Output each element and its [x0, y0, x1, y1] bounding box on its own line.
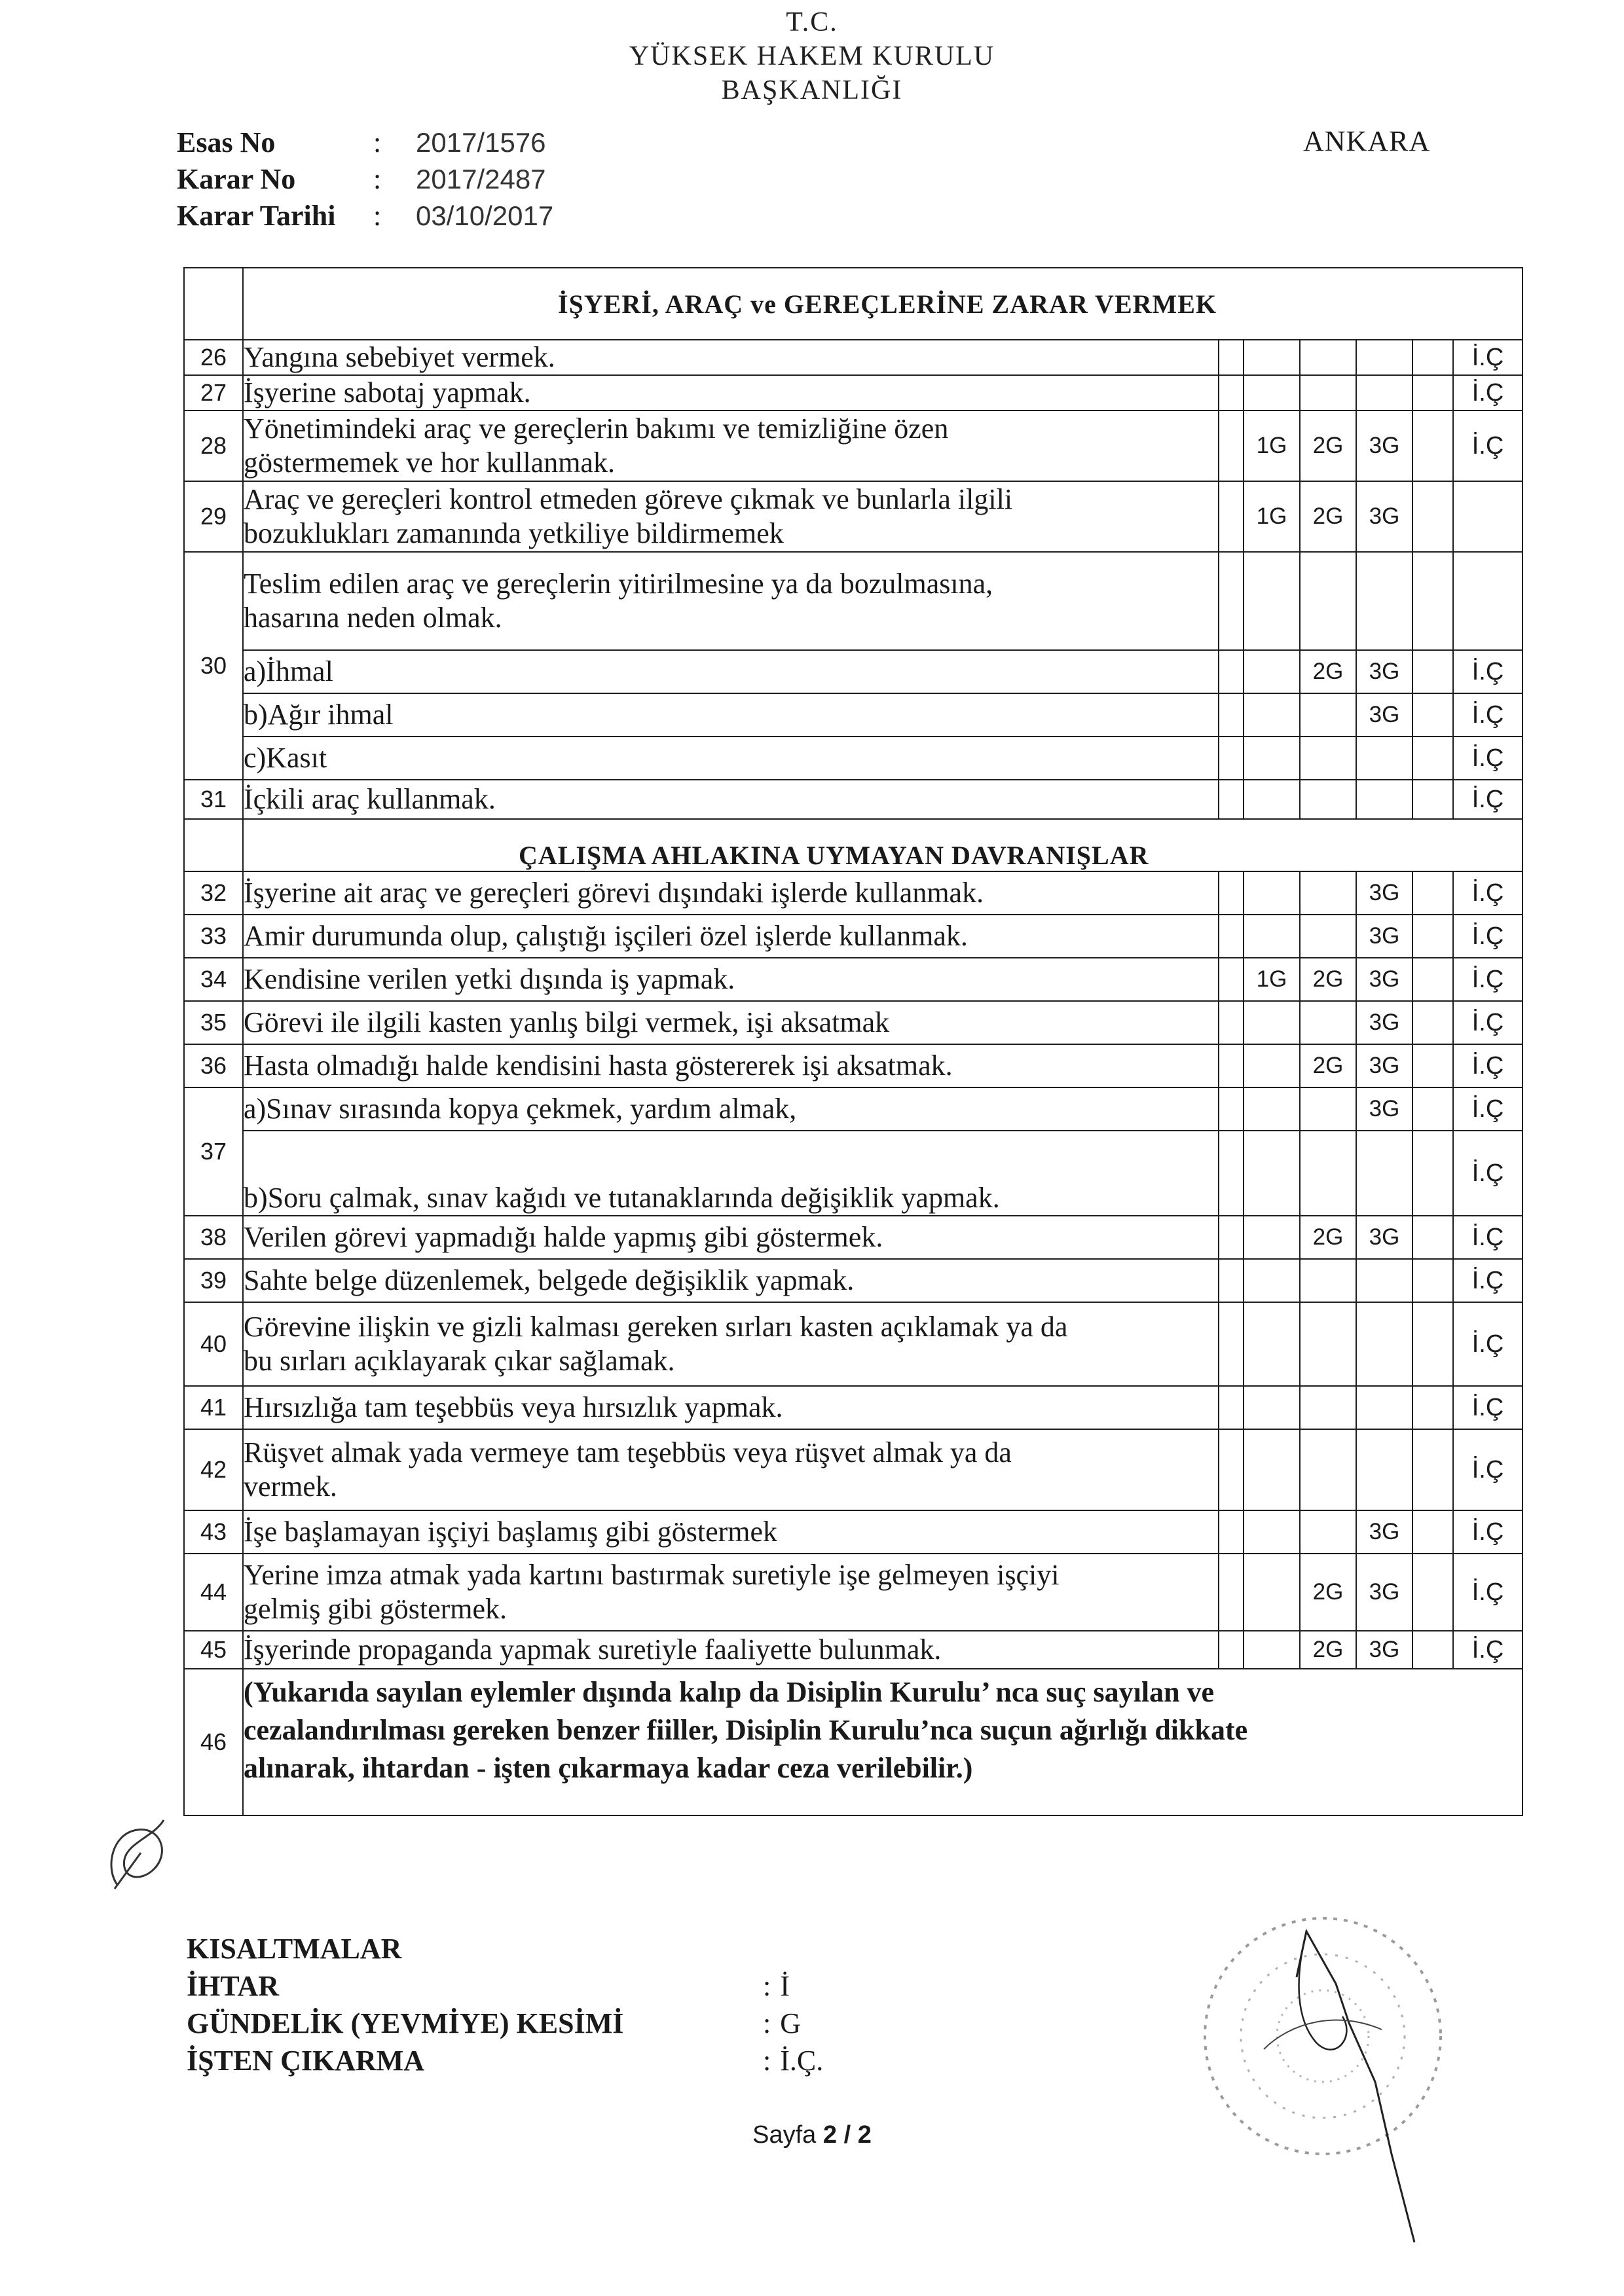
paraph-signature-icon	[92, 1807, 190, 1905]
legend-row	[187, 2005, 823, 2042]
row-number: 31	[184, 780, 243, 819]
penalty-ic: İ.Ç	[1453, 1216, 1522, 1259]
esas-row	[177, 124, 553, 161]
table-subrow	[184, 1131, 1522, 1216]
esas-value: 2017/1576	[416, 127, 546, 158]
table-row	[184, 780, 1522, 819]
penalty-ic: İ.Ç	[1453, 375, 1522, 410]
closing-note-line: alınarak, ihtardan - işten çıkarmaya kadar ceza verilebilir.)	[244, 1752, 973, 1784]
table-row	[184, 1631, 1522, 1669]
penalty-ic: İ.Ç	[1453, 958, 1522, 1001]
karar-value: 2017/2487	[416, 164, 546, 194]
row-number: 43	[184, 1510, 243, 1554]
penalty-ic: İ.Ç	[1453, 1631, 1522, 1669]
table-row	[184, 1044, 1522, 1087]
table-row	[184, 871, 1522, 915]
penalty-2g: 2G	[1300, 1216, 1356, 1259]
karar-colon: :	[373, 163, 382, 195]
esas-colon: :	[373, 126, 382, 158]
page-prefix: Sayfa	[752, 2121, 823, 2149]
page-separator: /	[837, 2121, 858, 2149]
row-description: Amir durumunda olup, çalıştığı işçileri özel işlerde kullanmak.	[243, 915, 1219, 958]
penalty-3g: 3G	[1356, 1001, 1412, 1044]
legend-value: İ	[780, 1970, 790, 2002]
row-description-line: Yönetimindeki araç ve gereçlerin bakımı ve temizliğine özen	[244, 412, 949, 445]
penalty-ic: İ.Ç	[1453, 410, 1522, 481]
karar-label: Karar No	[177, 163, 296, 195]
row-number: 30	[184, 552, 243, 780]
city-label: ANKARA	[1303, 125, 1431, 157]
legend-colon: :	[763, 2045, 771, 2077]
row-description	[243, 1429, 1219, 1510]
penalty-3g: 3G	[1356, 1554, 1412, 1631]
table-row	[184, 1669, 1522, 1815]
row-description-line: Görevine ilişkin ve gizli kalması gereken sırları kasten açıklamak ya da	[244, 1311, 1068, 1343]
penalty-3g: 3G	[1356, 871, 1412, 915]
penalty-1g: 1G	[1244, 481, 1300, 552]
penalty-3g: 3G	[1356, 1510, 1412, 1554]
row-description-line: Teslim edilen araç ve gereçlerin yitirilmesine ya da bozulmasına,	[244, 568, 993, 600]
closing-note	[243, 1669, 1522, 1815]
tarih-row	[177, 198, 553, 234]
row-description-line: hasarına neden olmak.	[244, 602, 502, 634]
row-description-line: Rüşvet almak yada vermeye tam teşebbüs veya rüşvet almak ya da	[244, 1436, 1012, 1468]
penalty-2g: 2G	[1300, 958, 1356, 1001]
row-number: 28	[184, 410, 243, 481]
legend-label: İŞTEN ÇIKARMA	[187, 2045, 425, 2077]
penalty-ic: İ.Ç	[1453, 1087, 1522, 1131]
tarih-label: Karar Tarihi	[177, 200, 336, 232]
penalty-2g: 2G	[1300, 650, 1356, 693]
table-row	[184, 552, 1522, 650]
row-number: 45	[184, 1631, 243, 1669]
penalty-1g: 1G	[1244, 958, 1300, 1001]
row-description: a)Sınav sırasında kopya çekmek, yardım almak,	[243, 1087, 1219, 1131]
legend-colon: :	[763, 1970, 771, 2002]
row-description-line: vermek.	[244, 1470, 337, 1503]
row-description: Hırsızlığa tam teşebbüs veya hırsızlık yapmak.	[243, 1386, 1219, 1429]
penalty-3g: 3G	[1356, 410, 1412, 481]
legend-row	[187, 2042, 823, 2079]
header-institution: YÜKSEK HAKEM KURULU	[629, 41, 995, 71]
legend-value: İ.Ç.	[780, 2045, 824, 2077]
karar-row	[177, 161, 553, 198]
section-row	[184, 268, 1522, 340]
row-description: İşyerine sabotaj yapmak.	[243, 375, 1219, 410]
row-number: 42	[184, 1429, 243, 1510]
row-number: 26	[184, 340, 243, 375]
header-tc: T.C.	[786, 7, 838, 37]
table-row	[184, 340, 1522, 375]
penalty-1g: 1G	[1244, 410, 1300, 481]
row-number: 46	[184, 1669, 243, 1815]
table-row	[184, 1386, 1522, 1429]
row-number: 44	[184, 1554, 243, 1631]
penalty-ic: İ.Ç	[1453, 1259, 1522, 1302]
row-number: 41	[184, 1386, 243, 1429]
penalty-ic: İ.Ç	[1453, 650, 1522, 693]
row-number: 38	[184, 1216, 243, 1259]
penalty-3g: 3G	[1356, 1087, 1412, 1131]
penalty-ic: İ.Ç	[1453, 780, 1522, 819]
table-row	[184, 1087, 1522, 1131]
page-current: 2	[822, 2121, 838, 2149]
penalty-2g: 2G	[1300, 1044, 1356, 1087]
row-description-line: gelmiş gibi göstermek.	[244, 1593, 507, 1625]
row-description: İçkili araç kullanmak.	[243, 780, 1219, 819]
penalty-ic: İ.Ç	[1453, 1386, 1522, 1429]
row-number: 29	[184, 481, 243, 552]
penalty-ic: İ.Ç	[1453, 1131, 1522, 1216]
header-presidency: BAŞKANLIĞI	[721, 75, 903, 105]
row-description: c)Kasıt	[243, 737, 1219, 780]
table-subrow	[184, 650, 1522, 693]
row-description: Hasta olmadığı halde kendisini hasta göstererek işi aksatmak.	[243, 1044, 1219, 1087]
row-description-line: bozuklukları zamanında yetkiliye bildirmemek	[244, 517, 784, 549]
row-description: İşe başlamayan işçiyi başlamış gibi göstermek	[243, 1510, 1219, 1554]
legend-label: GÜNDELİK (YEVMİYE) KESİMİ	[187, 2007, 624, 2039]
penalty-ic: İ.Ç	[1453, 1302, 1522, 1386]
penalty-3g: 3G	[1356, 915, 1412, 958]
table-row	[184, 1510, 1522, 1554]
penalty-3g: 3G	[1356, 481, 1412, 552]
penalty-ic: İ.Ç	[1453, 1044, 1522, 1087]
row-description: Verilen görevi yapmadığı halde yapmış gibi göstermek.	[243, 1216, 1219, 1259]
row-description	[243, 410, 1219, 481]
penalty-ic: İ.Ç	[1453, 1001, 1522, 1044]
official-seal-stamp-icon	[1166, 1886, 1480, 2252]
table-row	[184, 481, 1522, 552]
penalty-ic: İ.Ç	[1453, 340, 1522, 375]
row-description-line: bu sırları açıklayarak çıkar sağlamak.	[244, 1345, 675, 1377]
penalty-2g: 2G	[1300, 1631, 1356, 1669]
penalty-ic: İ.Ç	[1453, 693, 1522, 737]
row-number: 36	[184, 1044, 243, 1087]
penalty-table	[183, 267, 1523, 1816]
row-description: Sahte belge düzenlemek, belgede değişiklik yapmak.	[243, 1259, 1219, 1302]
row-description	[243, 481, 1219, 552]
penalty-ic: İ.Ç	[1453, 1554, 1522, 1631]
row-number: 35	[184, 1001, 243, 1044]
penalty-3g: 3G	[1356, 958, 1412, 1001]
row-number: 27	[184, 375, 243, 410]
row-description-line: Araç ve gereçleri kontrol etmeden göreve çıkmak ve bunlarla ilgili	[244, 483, 1013, 515]
page-total: 2	[857, 2121, 872, 2149]
penalty-ic: İ.Ç	[1453, 871, 1522, 915]
table-row	[184, 915, 1522, 958]
esas-label: Esas No	[177, 126, 276, 158]
table-row	[184, 1302, 1522, 1386]
table-row	[184, 1259, 1522, 1302]
table-row	[184, 410, 1522, 481]
closing-note-line: (Yukarıda sayılan eylemler dışında kalıp da Disiplin Kurulu’ nca suç sayılan ve	[244, 1676, 1215, 1708]
table-row	[184, 958, 1522, 1001]
row-description: İşyerinde propaganda yapmak suretiyle faaliyette bulunmak.	[243, 1631, 1219, 1669]
table-row	[184, 1429, 1522, 1510]
row-description-line: Yerine imza atmak yada kartını bastırmak suretiyle işe gelmeyen işçiyi	[244, 1559, 1060, 1591]
row-description: Kendisine verilen yetki dışında iş yapmak.	[243, 958, 1219, 1001]
row-number: 39	[184, 1259, 243, 1302]
penalty-ic: İ.Ç	[1453, 915, 1522, 958]
row-description: Yangına sebebiyet vermek.	[243, 340, 1219, 375]
penalty-3g: 3G	[1356, 1044, 1412, 1087]
penalty-3g: 3G	[1356, 693, 1412, 737]
table-row	[184, 375, 1522, 410]
tarih-value: 03/10/2017	[416, 200, 554, 231]
case-meta	[177, 124, 553, 234]
tarih-colon: :	[373, 200, 382, 232]
table-row	[184, 1216, 1522, 1259]
table-row	[184, 1554, 1522, 1631]
penalty-3g: 3G	[1356, 1216, 1412, 1259]
penalty-3g: 3G	[1356, 1631, 1412, 1669]
row-description: b)Soru çalmak, sınav kağıdı ve tutanaklarında değişiklik yapmak.	[243, 1131, 1219, 1216]
penalty-ic: İ.Ç	[1453, 1510, 1522, 1554]
row-description: b)Ağır ihmal	[243, 693, 1219, 737]
penalty-2g: 2G	[1300, 410, 1356, 481]
table-row	[184, 1001, 1522, 1044]
row-number: 37	[184, 1087, 243, 1216]
legend-row	[187, 1967, 823, 2005]
legend-value: G	[780, 2007, 802, 2039]
row-number: 33	[184, 915, 243, 958]
closing-note-line: cezalandırılması gereken benzer fiiller, Disiplin Kurulu’nca suçun ağırlığı dikkate	[244, 1714, 1248, 1746]
row-number: 32	[184, 871, 243, 915]
row-description-line: göstermemek ve hor kullanmak.	[244, 446, 615, 479]
row-description	[243, 1554, 1219, 1631]
legend-title: KISALTMALAR	[187, 1933, 402, 1965]
penalty-ic: İ.Ç	[1453, 1429, 1522, 1510]
row-description	[243, 552, 1219, 650]
row-number: 40	[184, 1302, 243, 1386]
section-row	[184, 819, 1522, 871]
penalty-2g: 2G	[1300, 481, 1356, 552]
row-description: İşyerine ait araç ve gereçleri görevi dışındaki işlerde kullanmak.	[243, 871, 1219, 915]
row-number: 34	[184, 958, 243, 1001]
row-description	[243, 1302, 1219, 1386]
penalty-3g: 3G	[1356, 650, 1412, 693]
section-title: ÇALIŞMA AHLAKINA UYMAYAN DAVRANIŞLAR	[243, 819, 1522, 871]
legend-colon: :	[763, 2007, 771, 2039]
abbreviations-legend	[187, 1930, 823, 2079]
penalty-2g: 2G	[1300, 1554, 1356, 1631]
penalty-ic: İ.Ç	[1453, 737, 1522, 780]
row-description: a)İhmal	[243, 650, 1219, 693]
section-title: İŞYERİ, ARAÇ ve GEREÇLERİNE ZARAR VERMEK	[243, 268, 1522, 340]
table-subrow	[184, 693, 1522, 737]
table-subrow	[184, 737, 1522, 780]
legend-label: İHTAR	[187, 1970, 279, 2002]
row-description: Görevi ile ilgili kasten yanlış bilgi vermek, işi aksatmak	[243, 1001, 1219, 1044]
